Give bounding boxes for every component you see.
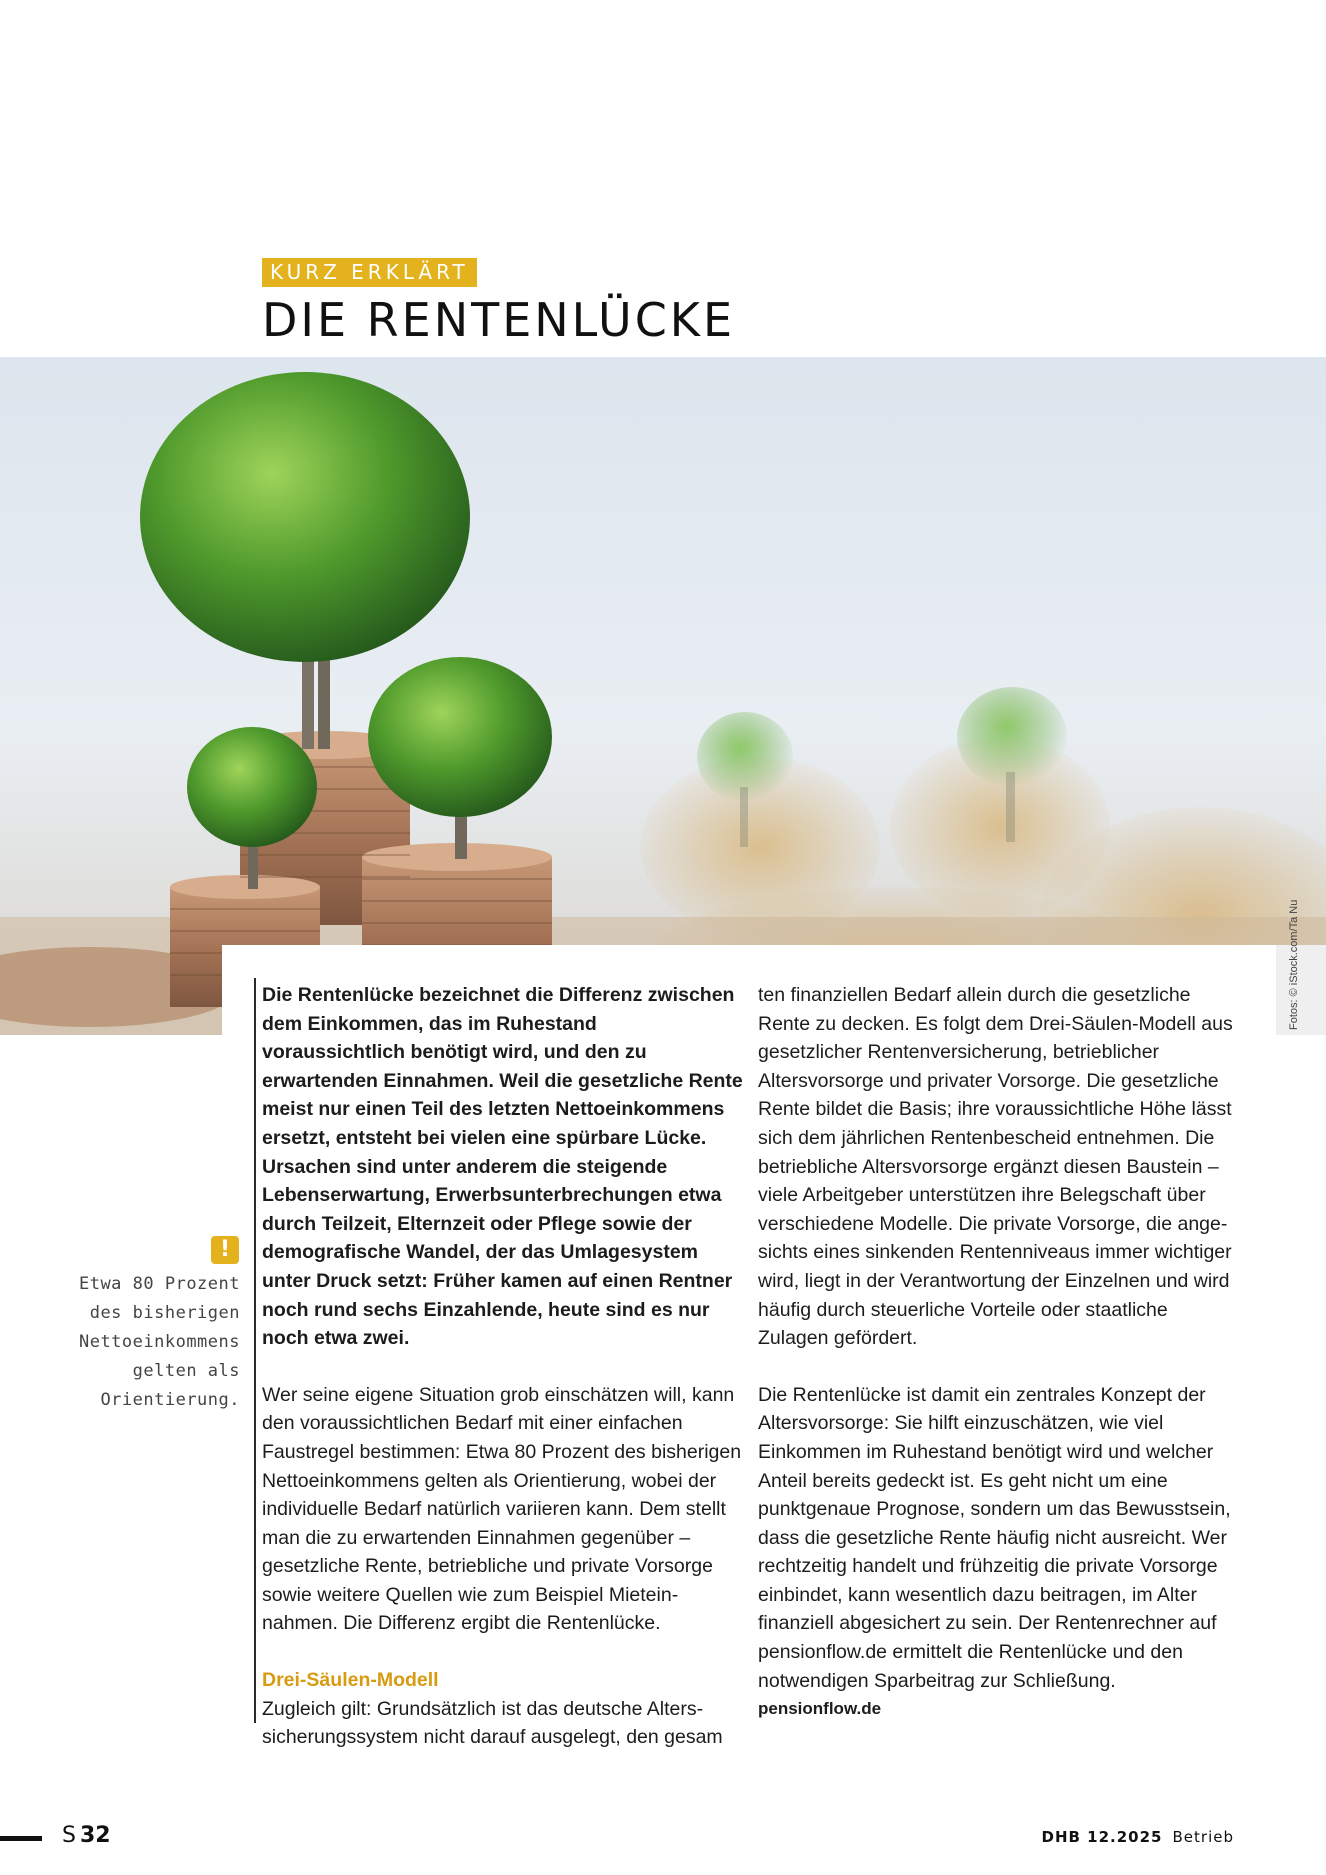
- sidebar-note: [50, 1270, 240, 1415]
- sidebar-note-line: Etwa 80 Prozent: [78, 1274, 240, 1294]
- page-number: [62, 1823, 111, 1848]
- photo-credit-strip: [1276, 945, 1326, 1035]
- sidebar-note-line: des bisherigen: [89, 1303, 240, 1323]
- sidebar-note-line: gelten als: [132, 1361, 240, 1381]
- page-title: DIE RENTENLÜCKE: [262, 293, 736, 347]
- column-rule: [254, 978, 256, 1723]
- photo-credit: Fotos: © iStock.com/Ta Nu: [1288, 899, 1300, 1030]
- footer-section: Betrieb: [1172, 1828, 1234, 1846]
- website-link[interactable]: pensionflow.de: [758, 1699, 882, 1719]
- footer-bar: [0, 1836, 42, 1841]
- article-lead: Die Rentenlücke bezeichnet die Differenz zwischen dem Einkommen, das im Ruhestand voraussichtlich benötigt wird, und den zu erwartenden Einnahmen. Weil die gesetzliche Rente meist nur einen Teil des letzten Nettoeinkommens ersetzt, entsteht bei vielen eine spürbare Lücke. Ursachen sind unter anderem die steigende Lebenserwartung, Erwerbsunterbrechungen etwa durch Teilzeit, Elternzeit oder Pflege sowie der demografische Wandel, der das Umlagesystem unter Druck setzt: Früher kamen auf einen Rentner noch rund sechs Einzahlende, heute sind es nur noch etwa zwei.: [262, 984, 743, 1350]
- footer-issue: [1042, 1828, 1234, 1846]
- magazine-issue: DHB 12.2025: [1041, 1828, 1163, 1846]
- page-number-value: 32: [79, 1823, 111, 1848]
- article-column-right: [758, 981, 1238, 1724]
- sidebar-note-line: Nettoeinkommens: [78, 1332, 240, 1352]
- article-paragraph: Wer seine eigene Situation grob einschätzen will, kann den voraussichtlichen Bedarf mit einer einfachen Faustregel bestimmen: Etwa 80 Prozent des bisherigen Nettoeinkommens gelten als Orientierung, wobei der individuelle Bedarf natürlich variieren kann. Dem stellt man die zu erwartenden Einnahmen gegenüber – gesetzliche Rente, betriebliche und private Vorsorge sowie weitere Quellen wie zum Beispiel Mieteinnahmen. Die Differenz ergibt die Rentenlücke.: [262, 1383, 742, 1635]
- exclamation-icon: !: [211, 1236, 239, 1264]
- article-paragraph: ten finanziellen Bedarf allein durch die gesetzliche Rente zu decken. Es folgt dem Drei-Säulen-Modell aus gesetzlicher Rentenversicherung, betrieblicher Altersvorsorge und privater Vorsorge. Die gesetzliche Rente bildet die Basis; ihre voraussichtliche Höhe lässt sich dem jährlichen Rentenbescheid entnehmen. Die betriebliche Altersvorsorge ergänzt diesen Baustein – viele Arbeitgeber unterstützen ihre Belegschaft über verschiedene Modelle. Die private Vorsorge, die angesichts eines sinkenden Rentenniveaus immer wichtiger wird, liegt in der Verantwortung der Einzelnen und wird häufig durch steuerliche Vorteile oder staatliche Zulagen gefördert.: [758, 984, 1233, 1350]
- section-kicker: KURZ ERKLÄRT: [262, 258, 477, 287]
- article-subheading: Drei-Säulen-Modell: [262, 1669, 439, 1692]
- hero-image: [0, 357, 1326, 1035]
- article-column-left: [262, 981, 744, 1752]
- sidebar-note-line: Orientierung.: [100, 1390, 240, 1410]
- article-paragraph: Die Rentenlücke ist damit ein zentrales Konzept der Altersvorsorge: Sie hilft einzuschätzen, wie viel Einkommen im Ruhestand benötigt wird und welcher Anteil bereits gedeckt ist. Es geht nicht um eine punktgenaue Prognose, sondern um das Bewusstsein, dass die gesetzliche Rente häufig nicht ausreicht. Wer rechtzeitig handelt und frühzeitig die private Vorsorge einbindet, kann wesentlich dazu beitragen, im Alter finanziell abgesichert zu sein. Der Rentenrechner auf pensionflow.de ermittelt die Rentenlücke und den notwendigen Sparbeitrag zur Schließung.: [758, 1383, 1231, 1692]
- article-paragraph: Zugleich gilt: Grundsätzlich ist das deutsche Alterssicherungssystem nicht darauf ausgelegt, den gesam: [262, 1697, 723, 1749]
- section-letter: S: [62, 1823, 76, 1848]
